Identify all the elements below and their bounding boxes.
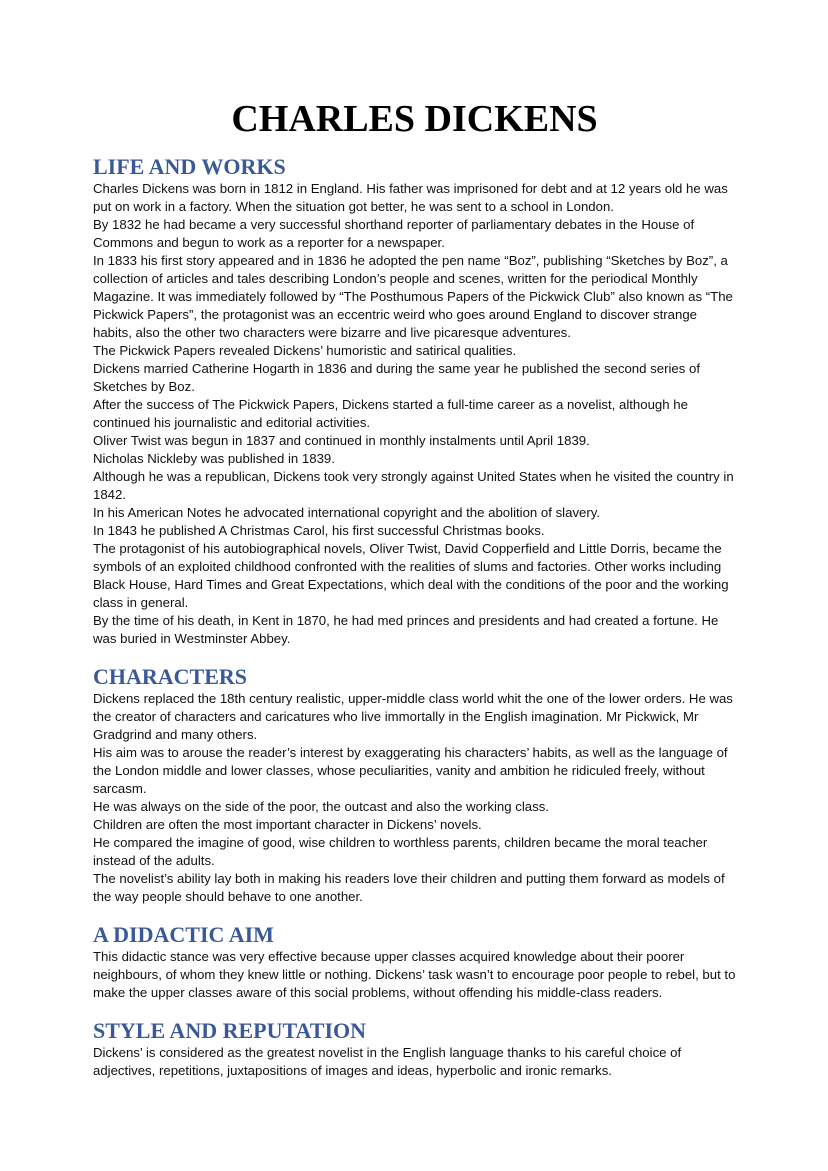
paragraph: In 1833 his first story appeared and in 1836 he adopted the pen name “Boz”, publishing “Sketches by Boz”, a collection of articles and tales describing London’s people and scenes, written for the periodical Monthly Magazine. It was immediately followed by “The Posthumous Papers of the Pickwick Club” also known as “The Pickwick Papers”, the protagonist was an eccentric weird who goes around England to discover strange habits, also the other two characters were bizarre and live picaresque adventures. [93,253,733,340]
paragraph: In 1843 he published A Christmas Carol, his first successful Christmas books. [93,523,545,538]
paragraph: Children are often the most important character in Dickens’ novels. [93,817,482,832]
document-title: CHARLES DICKENS [231,98,598,140]
paragraph: His aim was to arouse the reader’s interest by exaggerating his characters’ habits, as well as the language of the London middle and lower classes, whose peculiarities, vanity and ambition he ridiculed freely, without sarcasm. [93,745,728,796]
paragraph: Dickens’ is considered as the greatest novelist in the English language thanks to his careful choice of adjectives, repetitions, juxtapositions of images and ideas, hyperbolic and ironic remarks. [93,1045,682,1078]
paragraph: The protagonist of his autobiographical novels, Oliver Twist, David Copperfield and Little Dorris, became the symbols of an exploited childhood confronted with the realities of slums and factories. Other works including Black House, Hard Times and Great Expectations, which deal with the conditions of the poor and the working class in general. [93,541,729,610]
paragraph: By 1832 he had became a very successful shorthand reporter of parliamentary debates in the House of Commons and begun to work as a reporter for a newspaper. [93,217,695,250]
paragraph: Dickens married Catherine Hogarth in 1836 and during the same year he published the second series of Sketches by Boz. [93,361,700,394]
paragraph: Charles Dickens was born in 1812 in England. His father was imprisoned for debt and at 12 years old he was put on work in a factory. When the situation got better, he was sent to a school in London. [93,181,728,214]
section-heading: A DIDACTIC AIM [93,922,274,947]
paragraph: This didactic stance was very effective because upper classes acquired knowledge about their poorer neighbours, of whom they knew little or nothing. Dickens’ task wasn’t to encourage poor people to rebel, but to make the upper classes aware of this social problems, without offending his middle-class readers. [93,949,736,1000]
paragraph: The novelist’s ability lay both in making his readers love their children and putting them forward as models of the way people should behave to one another. [93,871,725,904]
paragraph: Nicholas Nickleby was published in 1839. [93,451,335,466]
section-heading: STYLE AND REPUTATION [93,1018,367,1043]
paragraph: Dickens replaced the 18th century realistic, upper-middle class world whit the one of the lower orders. He was the creator of characters and caricatures who live immortally in the English imagination. Mr Pickwick, Mr Gradgrind and many others. [93,691,733,742]
section-didactic-aim [93,922,736,1002]
paragraph: In his American Notes he advocated international copyright and the abolition of slavery. [93,505,601,520]
paragraph: He was always on the side of the poor, the outcast and also the working class. [93,799,549,814]
paragraph: After the success of The Pickwick Papers, Dickens started a full-time career as a novelist, although he continued his journalistic and editorial activities. [93,397,688,430]
section-heading: CHARACTERS [93,664,248,689]
section-life-and-works [93,154,736,648]
paragraph: The Pickwick Papers revealed Dickens’ humoristic and satirical qualities. [93,343,517,358]
paragraph: By the time of his death, in Kent in 1870, he had med princes and presidents and had created a fortune. He was buried in Westminster Abbey. [93,613,719,646]
paragraph: Although he was a republican, Dickens took very strongly against United States when he visited the country in 1842. [93,469,734,502]
section-characters [93,664,736,906]
section-heading: LIFE AND WORKS [93,154,286,179]
paragraph: Oliver Twist was begun in 1837 and continued in monthly instalments until April 1839. [93,433,590,448]
paragraph: He compared the imagine of good, wise children to worthless parents, children became the moral teacher instead of the adults. [93,835,708,868]
section-style-and-reputation [93,1018,736,1080]
